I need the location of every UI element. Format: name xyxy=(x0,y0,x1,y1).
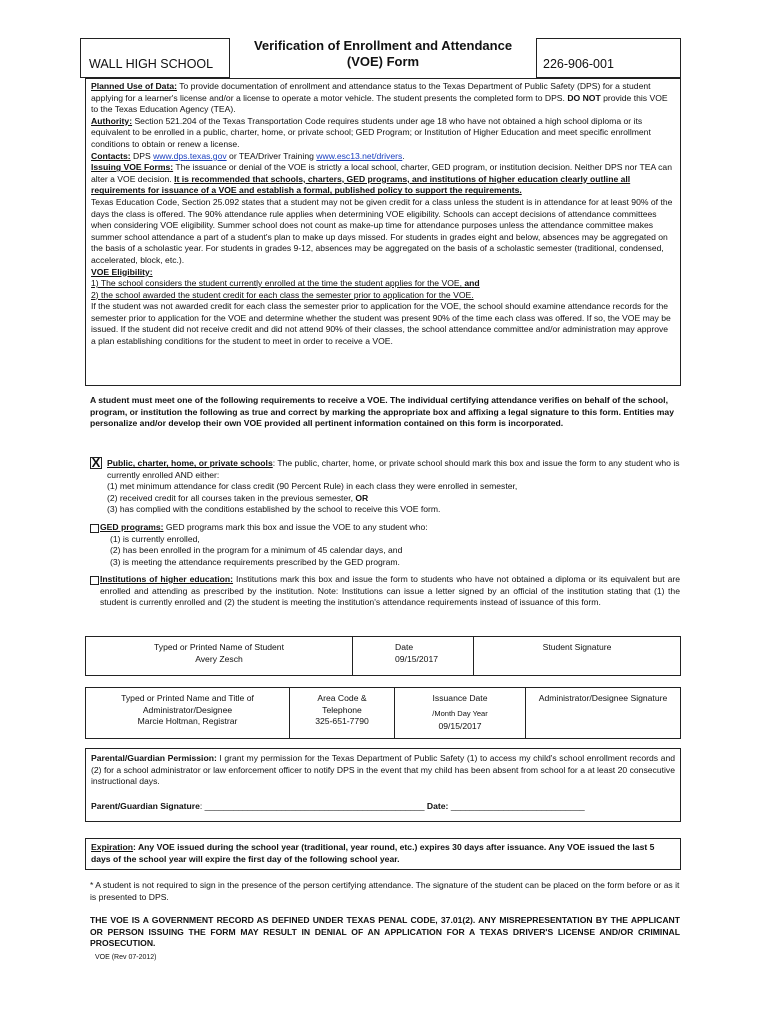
eligibility-item-1 xyxy=(91,278,675,290)
admin-phone-field xyxy=(290,688,394,728)
parent-date-label: Date: xyxy=(426,801,451,811)
issuance-date-value[interactable]: 09/15/2017 xyxy=(438,720,482,731)
contacts-text-3: . xyxy=(402,150,405,161)
issuing-recommendation: It is recommended that schools, charters, GED programs, and institutions of higher education clearly outline all requirements for issuance of a VOE and establish a formal, published policy to support the requirements. xyxy=(91,173,631,196)
signature-footnote: * A student is not required to sign in the presence of the person certifying attendance. The signature of the student can be placed on the form before or as it is presented to DPS. xyxy=(90,880,680,902)
legal-warning: THE VOE IS A GOVERNMENT RECORD AS DEFINED UNDER TEXAS PENAL CODE, 37.01(2). ANY MISREPRESENTATION BY THE APPLICANT OR PERSON ISSUING THE FORM MAY RESULT IN DENIAL OF AN APPLICATION FOR A TEXAS DRIVER'S LICENSE AND/OR CRIMINAL PROSECUTION. xyxy=(90,915,680,949)
issuing-paragraph xyxy=(91,162,675,197)
public-school-text xyxy=(107,458,683,481)
admin-name-cell xyxy=(85,687,290,739)
revision-label: VOE (Rev 07-2012) xyxy=(95,954,157,961)
student-date-field xyxy=(353,637,473,665)
admin-phone-value[interactable]: 325-651-7790 xyxy=(315,716,369,727)
expiration-label: Expiration xyxy=(91,842,134,852)
public-school-desc: : The public, charter, home, or private school should mark this box and issue the form to any student who is currently enrolled AND either: xyxy=(107,458,680,480)
institution-checkbox[interactable] xyxy=(90,576,99,585)
public-school-option xyxy=(107,458,683,516)
title-line-1: Verification of Enrollment and Attendance xyxy=(253,38,513,53)
issuing-text: The issuance or denial of the VOE is strictly a local school, charter, GED program, or institution decision. Neither DPS nor TEA can alter a VOE decision. xyxy=(91,162,672,184)
public-item-2 xyxy=(107,493,683,505)
authority-paragraph xyxy=(91,116,675,151)
title-line-2: (VOE) Form xyxy=(346,54,420,69)
institution-desc: Institutions mark this box and issue the form to students who have not obtained a diploma or its equivalent but are enrolled and attending as prescribed by the institution. Note: Institutions can issue a letter signed by an official of the institution stating that (1) the student is currently enrolled and (2) the student is meeting the institution's attendance requirements instead of issuance of this form. xyxy=(100,574,680,608)
eligibility-paragraph: If the student was not awarded credit for each class the semester prior to application for the VOE, the school should examine attendance records for the semester prior to application for the VOE and determine whether the student was present 90% of the time each class was offered. If so, the VOE may be issued. If the student did not receive credit and did not attend 90% of their classes, the school attendance committee and/or administration may approve a plan establishing conditions for the student to meet in order to receive a VOE. xyxy=(91,301,671,347)
student-date-value[interactable]: 09/15/2017 xyxy=(395,653,439,664)
institution-label: Institutions of higher education: xyxy=(100,574,234,584)
student-name-field xyxy=(86,637,352,665)
contacts-text-2: or TEA/Driver Training xyxy=(226,150,317,161)
student-name-value[interactable]: Avery Zesch xyxy=(195,653,243,664)
admin-name-value[interactable]: Marcie Holtman, Registrar xyxy=(137,716,238,727)
authority-text: Section 521.204 of the Texas Transportation Code requires students under age 18 who have not obtained a high school diploma or its equivalent to be enrolled in a public, charter, home, or private school; GED Program; or Institution of Higher Education and meet specific enrollment conditions to obtain or renew a license. xyxy=(91,115,651,149)
parental-box xyxy=(85,748,681,822)
student-name-label: Typed or Printed Name of Student xyxy=(154,642,284,652)
authority-label: Authority: xyxy=(91,115,133,126)
planned-use-text: To provide documentation of enrollment and attendance status to the Texas Department of Public Safety (DPS) for a student applying for a learner's license and/or a license to operate a motor vehicle. The student presents the completed form to DPS. xyxy=(91,81,651,103)
requirements-intro: A student must meet one of the following requirements to receive a VOE. The individual certifying attendance verifies on behalf of the school, program, or institution the following as true and correct by marking the appropriate box and affixing a legal signature to this form. Entities may personalize and/or develop their own VOE provided all pertinent information contained on this form is incorporated. xyxy=(90,395,674,429)
eligibility-label: VOE Eligibility: xyxy=(91,266,153,277)
student-date-cell xyxy=(352,636,474,676)
ged-option xyxy=(100,522,680,568)
eligibility-heading xyxy=(91,267,675,279)
form-id: 226-906-001 xyxy=(543,57,614,71)
parental-signature-row xyxy=(91,801,585,813)
public-school-checkbox[interactable]: X xyxy=(91,455,101,470)
admin-issuance-field xyxy=(395,688,525,732)
ged-desc: GED programs mark this box and issue the VOE to any student who: xyxy=(163,522,428,532)
esc13-link[interactable]: www.esc13.net/drivers xyxy=(316,150,403,161)
form-title xyxy=(230,38,536,70)
tec-paragraph: Texas Education Code, Section 25.092 states that a student may not be given credit for a class unless the student is in attendance for at least 90% of the days the class is offered. The 90% attendance rule applies when determining VOE eligibility. Schools can accept decisions of attendance committees when considering VOE eligibility. Summer school does not count as make-up time for attendance purposes unless the attendance committee makes summer school attendance a part of a student's plan to make up days missed. For students in grades eight and below, absences may be aggregated on the basis of a scholastic year. For students in grades 9-12, absences may be aggregated on the basis of a scholastic semester (traditional, condensed, accelerated, block, etc.). xyxy=(91,196,673,265)
planned-do-not: DO NOT xyxy=(567,92,601,103)
dps-link[interactable]: www.dps.texas.gov xyxy=(153,150,227,161)
parental-text: I grant my permission for the Texas Department of Public Safety (1) to access my child's school enrollment records and (2) for a school administrator or law enforcement officer to notify DPS in the event that my child has been absent from school for a at least 20 consecutive instructional days. xyxy=(91,753,676,787)
planned-use-label: Planned Use of Data: xyxy=(91,81,177,91)
public-item-2-text: (2) received credit for all courses taken in the previous semester, xyxy=(107,492,356,503)
eligibility-and: and xyxy=(464,278,480,289)
ged-item-1: (1) is currently enrolled, xyxy=(110,533,200,544)
ged-label: GED programs: xyxy=(100,522,164,532)
public-item-1: (1) met minimum attendance for class credit (90 Percent Rule) in each class they were enrolled in semester, xyxy=(107,481,518,492)
info-content xyxy=(91,81,675,348)
contacts-text: DPS xyxy=(130,150,154,161)
student-date-label: Date xyxy=(395,642,414,652)
eligibility-item-2: 2) the school awarded the student credit for each class the semester prior to application for the VOE. xyxy=(91,289,474,300)
ged-text xyxy=(100,522,680,534)
parent-signature-line[interactable]: : ______________________________________________ xyxy=(199,801,427,811)
expiration-text: : Any VOE issued during the school year (traditional, year round, etc.) expires 30 days after issuance. Any VOE issued the last 5 days of the school year will expire the first day of the following school year. xyxy=(91,842,655,864)
public-item-3: (3) has complied with the conditions established by the school to receive this VOE form. xyxy=(107,504,441,515)
student-signature-label: Student Signature xyxy=(542,642,612,652)
contacts-paragraph xyxy=(91,151,675,163)
admin-signature-cell[interactable] xyxy=(525,687,681,739)
issuance-date-label: Issuance Date xyxy=(432,693,488,703)
header-school-box xyxy=(80,38,230,78)
parental-label: Parental/Guardian Permission: xyxy=(91,753,217,763)
parent-signature-label: Parent/Guardian Signature xyxy=(91,801,200,811)
student-signature-cell[interactable] xyxy=(473,636,681,676)
admin-phone-label: Area Code & Telephone xyxy=(317,693,367,715)
admin-phone-cell xyxy=(289,687,395,739)
parent-date-line[interactable]: ____________________________ xyxy=(450,801,585,811)
info-box xyxy=(85,78,681,386)
public-or: OR xyxy=(355,492,369,503)
issuance-date-format: /Month Day Year xyxy=(432,708,488,718)
student-name-cell xyxy=(85,636,353,676)
admin-name-field xyxy=(86,688,289,728)
school-name: WALL HIGH SCHOOL xyxy=(89,57,214,71)
admin-issuance-cell xyxy=(394,687,526,739)
institution-first-line xyxy=(100,574,680,609)
admin-name-label: Typed or Printed Name and Title of Administrator/Designee xyxy=(121,693,254,715)
institution-option xyxy=(100,574,680,609)
contacts-label: Contacts: xyxy=(91,150,131,161)
parental-text-block xyxy=(91,753,675,788)
public-school-label: Public, charter, home, or private schools xyxy=(107,458,273,468)
expiration-text-block xyxy=(91,842,675,865)
header-id-box xyxy=(536,38,681,78)
ged-item-2: (2) has been enrolled in the program for a minimum of 45 calendar days, and xyxy=(110,545,403,556)
ged-item-3: (3) is meeting the attendance requirements prescribed by the GED program. xyxy=(110,556,400,567)
ged-checkbox[interactable] xyxy=(90,524,99,533)
eligibility-item-1-text: 1) The school considers the student currently enrolled at the time the student applies for the VOE, xyxy=(91,278,465,289)
expiration-box xyxy=(85,838,681,870)
admin-signature-label: Administrator/Designee Signature xyxy=(538,693,668,703)
planned-use-text-2: provide this VOE to the Texas Education Agency (TEA). xyxy=(91,92,668,115)
issuing-label: Issuing VOE Forms: xyxy=(91,162,174,173)
planned-use-paragraph xyxy=(91,81,675,116)
